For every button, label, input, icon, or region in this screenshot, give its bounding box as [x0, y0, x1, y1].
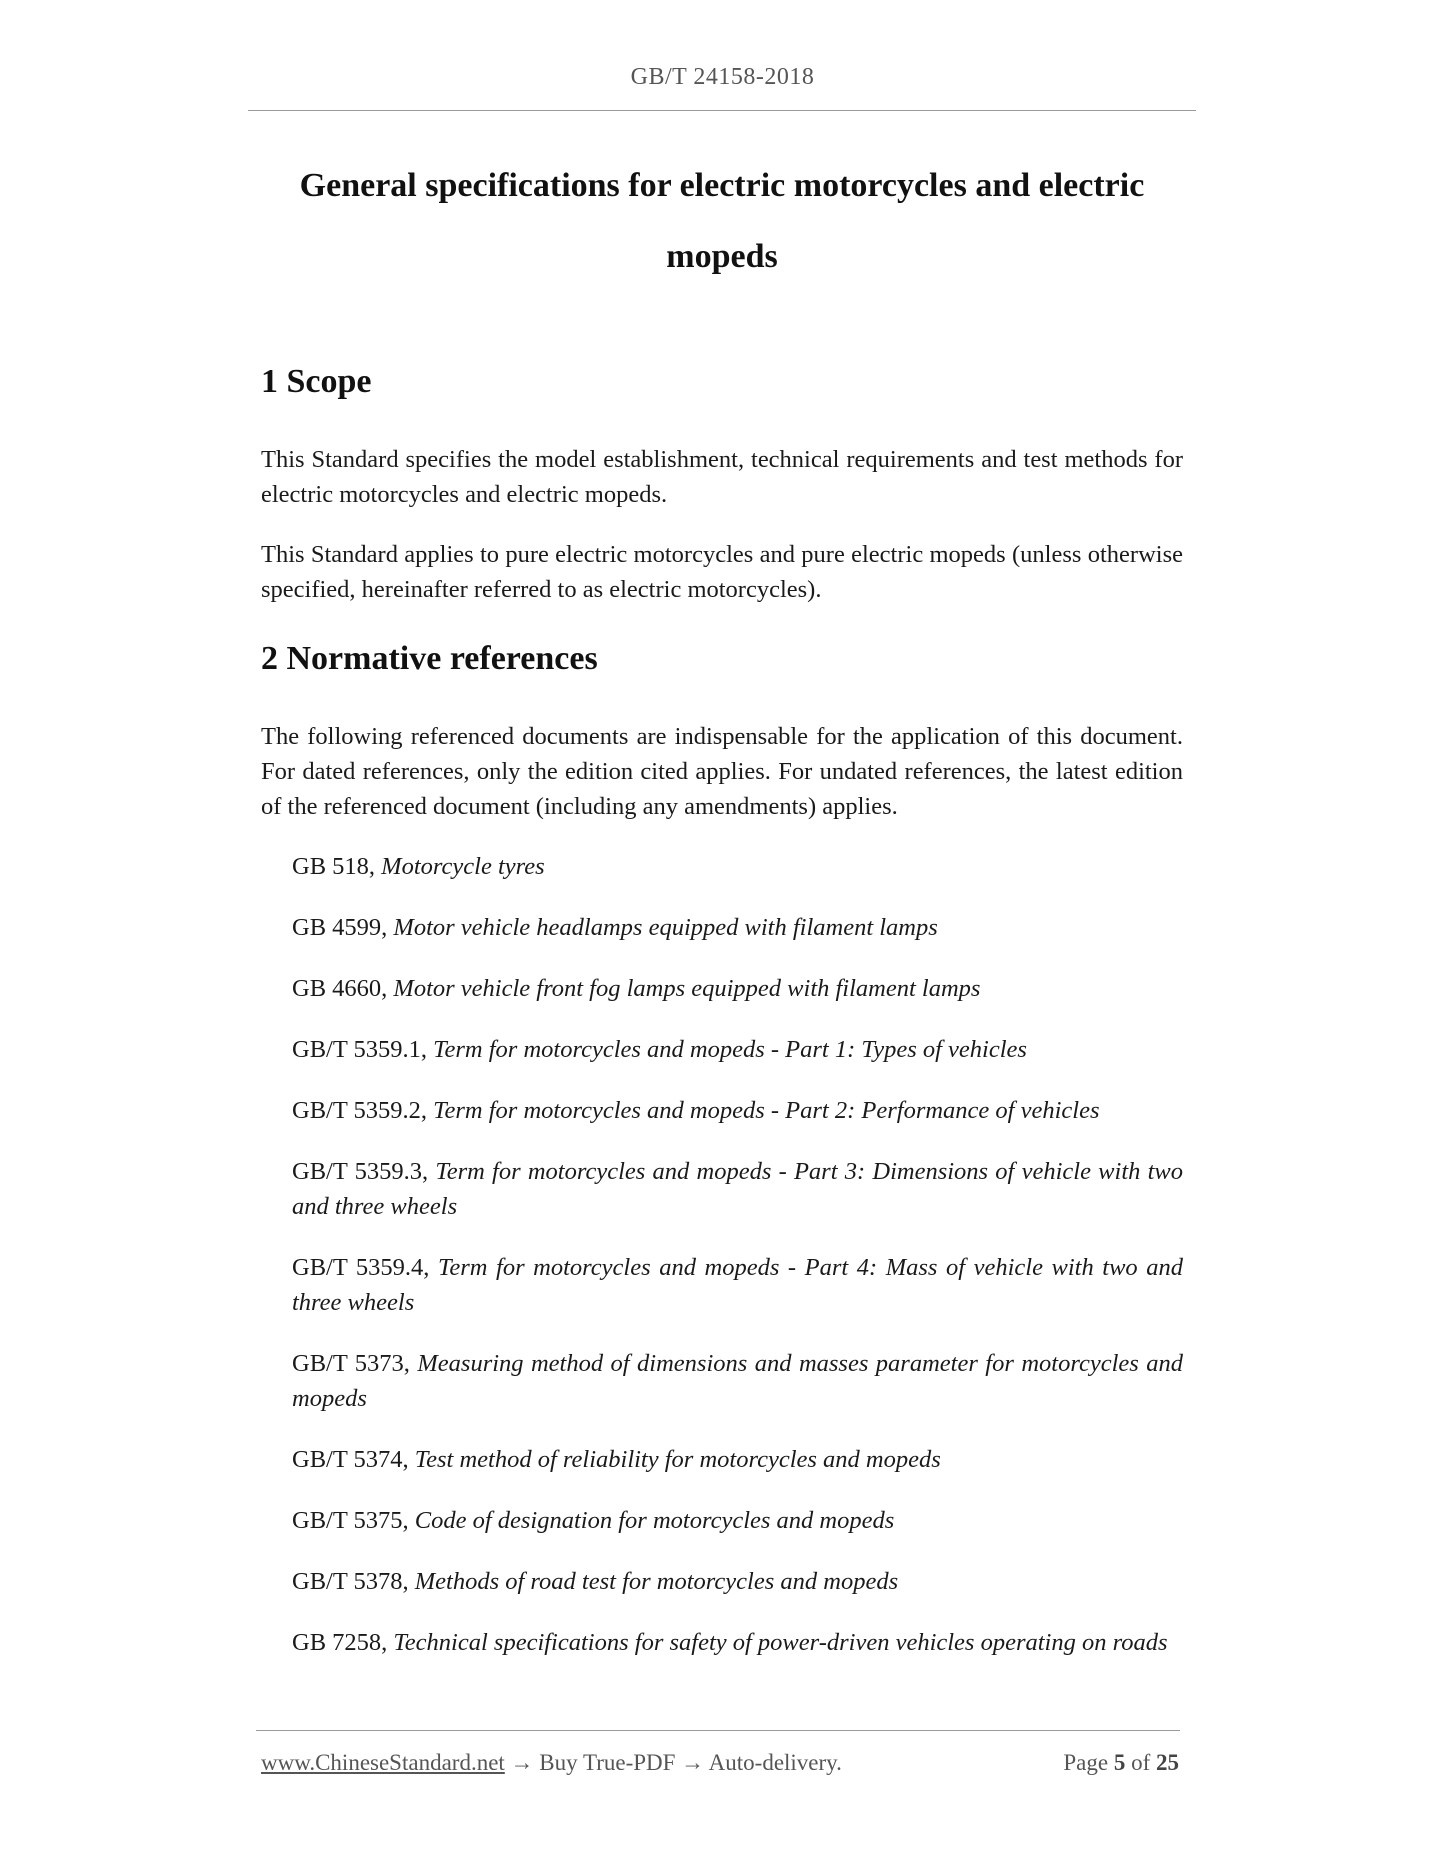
footer-tagline: → Buy True-PDF → Auto-delivery.: [510, 1750, 842, 1775]
reference-item: [292, 1503, 1183, 1538]
reference-title: Motor vehicle front fog lamps equipped with filament lamps: [393, 975, 981, 1002]
reference-title: Term for motorcycles and mopeds - Part 4: Mass of vehicle with two and three wheels: [292, 1254, 1183, 1316]
reference-title: Measuring method of dimensions and masses parameter for motorcycles and mopeds: [292, 1350, 1183, 1412]
reference-item: [292, 849, 1183, 884]
page-indicator: [1063, 1748, 1179, 1778]
reference-code: GB/T 5359.2,: [292, 1097, 427, 1124]
document-title: [248, 150, 1196, 292]
reference-title: Term for motorcycles and mopeds - Part 1: Types of vehicles: [433, 1036, 1027, 1063]
reference-item: [292, 1154, 1183, 1224]
reference-item: [292, 1346, 1183, 1416]
normative-references-intro: The following referenced documents are indispensable for the application of this document. For dated references, only the edition cited applies. For undated references, the latest edition of the referenced document (including any amendments) applies.: [261, 723, 1183, 820]
document-title-line-1: General specifications for electric motorcycles and electric: [299, 167, 1145, 204]
reference-title: Motorcycle tyres: [381, 853, 545, 880]
reference-code: GB/T 5378,: [292, 1568, 409, 1595]
reference-code: GB/T 5375,: [292, 1507, 409, 1534]
footer-divider: [256, 1730, 1180, 1731]
page-current: 5: [1113, 1750, 1126, 1775]
reference-item: [292, 1093, 1183, 1128]
reference-code: GB/T 5359.3,: [292, 1158, 429, 1185]
section-heading-normative-references: 2 Normative references: [261, 640, 598, 677]
document-title-line-2: mopeds: [666, 238, 778, 275]
reference-code: GB 518,: [292, 853, 376, 880]
reference-code: GB/T 5359.1,: [292, 1036, 427, 1063]
footer-left: [261, 1748, 842, 1778]
site-link[interactable]: www.ChineseStandard.net: [261, 1750, 505, 1775]
reference-title: Term for motorcycles and mopeds - Part 2: Performance of vehicles: [433, 1097, 1100, 1124]
reference-title: Term for motorcycles and mopeds - Part 3: Dimensions of vehicle with two and three wheels: [292, 1158, 1183, 1220]
scope-paragraph-2: This Standard applies to pure electric motorcycles and pure electric mopeds (unless otherwise specified, hereinafter referred to as electric motorcycles).: [261, 541, 1183, 603]
reference-item: [292, 1250, 1183, 1320]
reference-title: Methods of road test for motorcycles and mopeds: [414, 1568, 899, 1595]
reference-code: GB 4599,: [292, 914, 388, 941]
reference-title: Code of designation for motorcycles and mopeds: [414, 1507, 895, 1534]
header-divider: [248, 110, 1196, 111]
reference-item: [292, 910, 1183, 945]
page-total: 25: [1156, 1750, 1179, 1775]
reference-item: [292, 1625, 1183, 1660]
reference-item: [292, 971, 1183, 1006]
reference-list: [261, 849, 1183, 1660]
reference-code: GB 7258,: [292, 1629, 388, 1656]
page-label: Page: [1063, 1750, 1109, 1775]
reference-title: Technical specifications for safety of power-driven vehicles operating on roads: [393, 1629, 1168, 1656]
reference-title: Motor vehicle headlamps equipped with filament lamps: [393, 914, 938, 941]
document-body: [261, 360, 1183, 1686]
reference-code: GB/T 5359.4,: [292, 1254, 430, 1281]
reference-code: GB/T 5373,: [292, 1350, 410, 1377]
scope-paragraph-1: This Standard specifies the model establishment, technical requirements and test methods for electric motorcycles and electric mopeds.: [261, 446, 1183, 508]
reference-title: Test method of reliability for motorcycles and mopeds: [414, 1446, 941, 1473]
reference-item: [292, 1564, 1183, 1599]
reference-item: [292, 1032, 1183, 1067]
section-heading-scope: 1 Scope: [261, 363, 372, 400]
reference-code: GB/T 5374,: [292, 1446, 409, 1473]
of-label: of: [1131, 1750, 1151, 1775]
standard-code-header: GB/T 24158-2018: [630, 64, 815, 90]
reference-code: GB 4660,: [292, 975, 388, 1002]
reference-item: [292, 1442, 1183, 1477]
